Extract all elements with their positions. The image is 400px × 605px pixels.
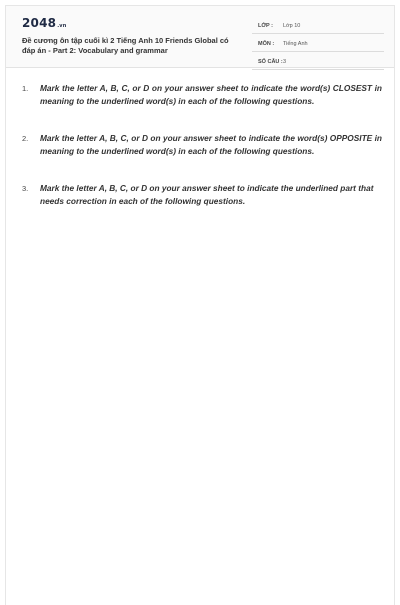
meta-value-grade: Lớp 10: [283, 23, 301, 29]
meta-label-grade: LỚP :: [258, 23, 273, 29]
question-number: 3.: [22, 184, 29, 193]
document-meta: [252, 19, 384, 73]
meta-row-grade: [252, 19, 384, 34]
logo-text: 2048: [22, 16, 57, 30]
meta-row-question-count: [252, 55, 384, 70]
document-page: [5, 5, 395, 605]
document-title: Đề cương ôn tập cuối kì 2 Tiếng Anh 10 Friends Global có đáp án - Part 2: Vocabulary and grammar: [22, 36, 229, 55]
question-item-2: [22, 132, 382, 158]
meta-label-subject: MÔN :: [258, 41, 275, 47]
question-list: [22, 82, 382, 232]
question-item-1: [22, 82, 382, 108]
meta-value-subject: Tiếng Anh: [283, 41, 308, 47]
meta-label-question-count: SỐ CÂU :: [258, 59, 283, 65]
site-logo[interactable]: [22, 16, 67, 30]
question-number: 1.: [22, 84, 29, 93]
meta-row-subject: [252, 37, 384, 52]
question-item-3: [22, 182, 382, 208]
document-header: [6, 6, 394, 68]
logo-suffix: .vn: [57, 23, 67, 29]
question-text: Mark the letter A, B, C, or D on your answer sheet to indicate the word(s) CLOSEST in meaning to the underlined word(s) in each of the following questions.: [40, 83, 382, 106]
question-text: Mark the letter A, B, C, or D on your answer sheet to indicate the word(s) OPPOSITE in meaning to the underlined word(s) in each of the following questions.: [40, 133, 382, 156]
question-number: 2.: [22, 134, 29, 143]
meta-value-question-count: 3: [283, 59, 287, 65]
question-text: Mark the letter A, B, C, or D on your answer sheet to indicate the underlined part that needs correction in each of the following questions.: [40, 183, 374, 206]
